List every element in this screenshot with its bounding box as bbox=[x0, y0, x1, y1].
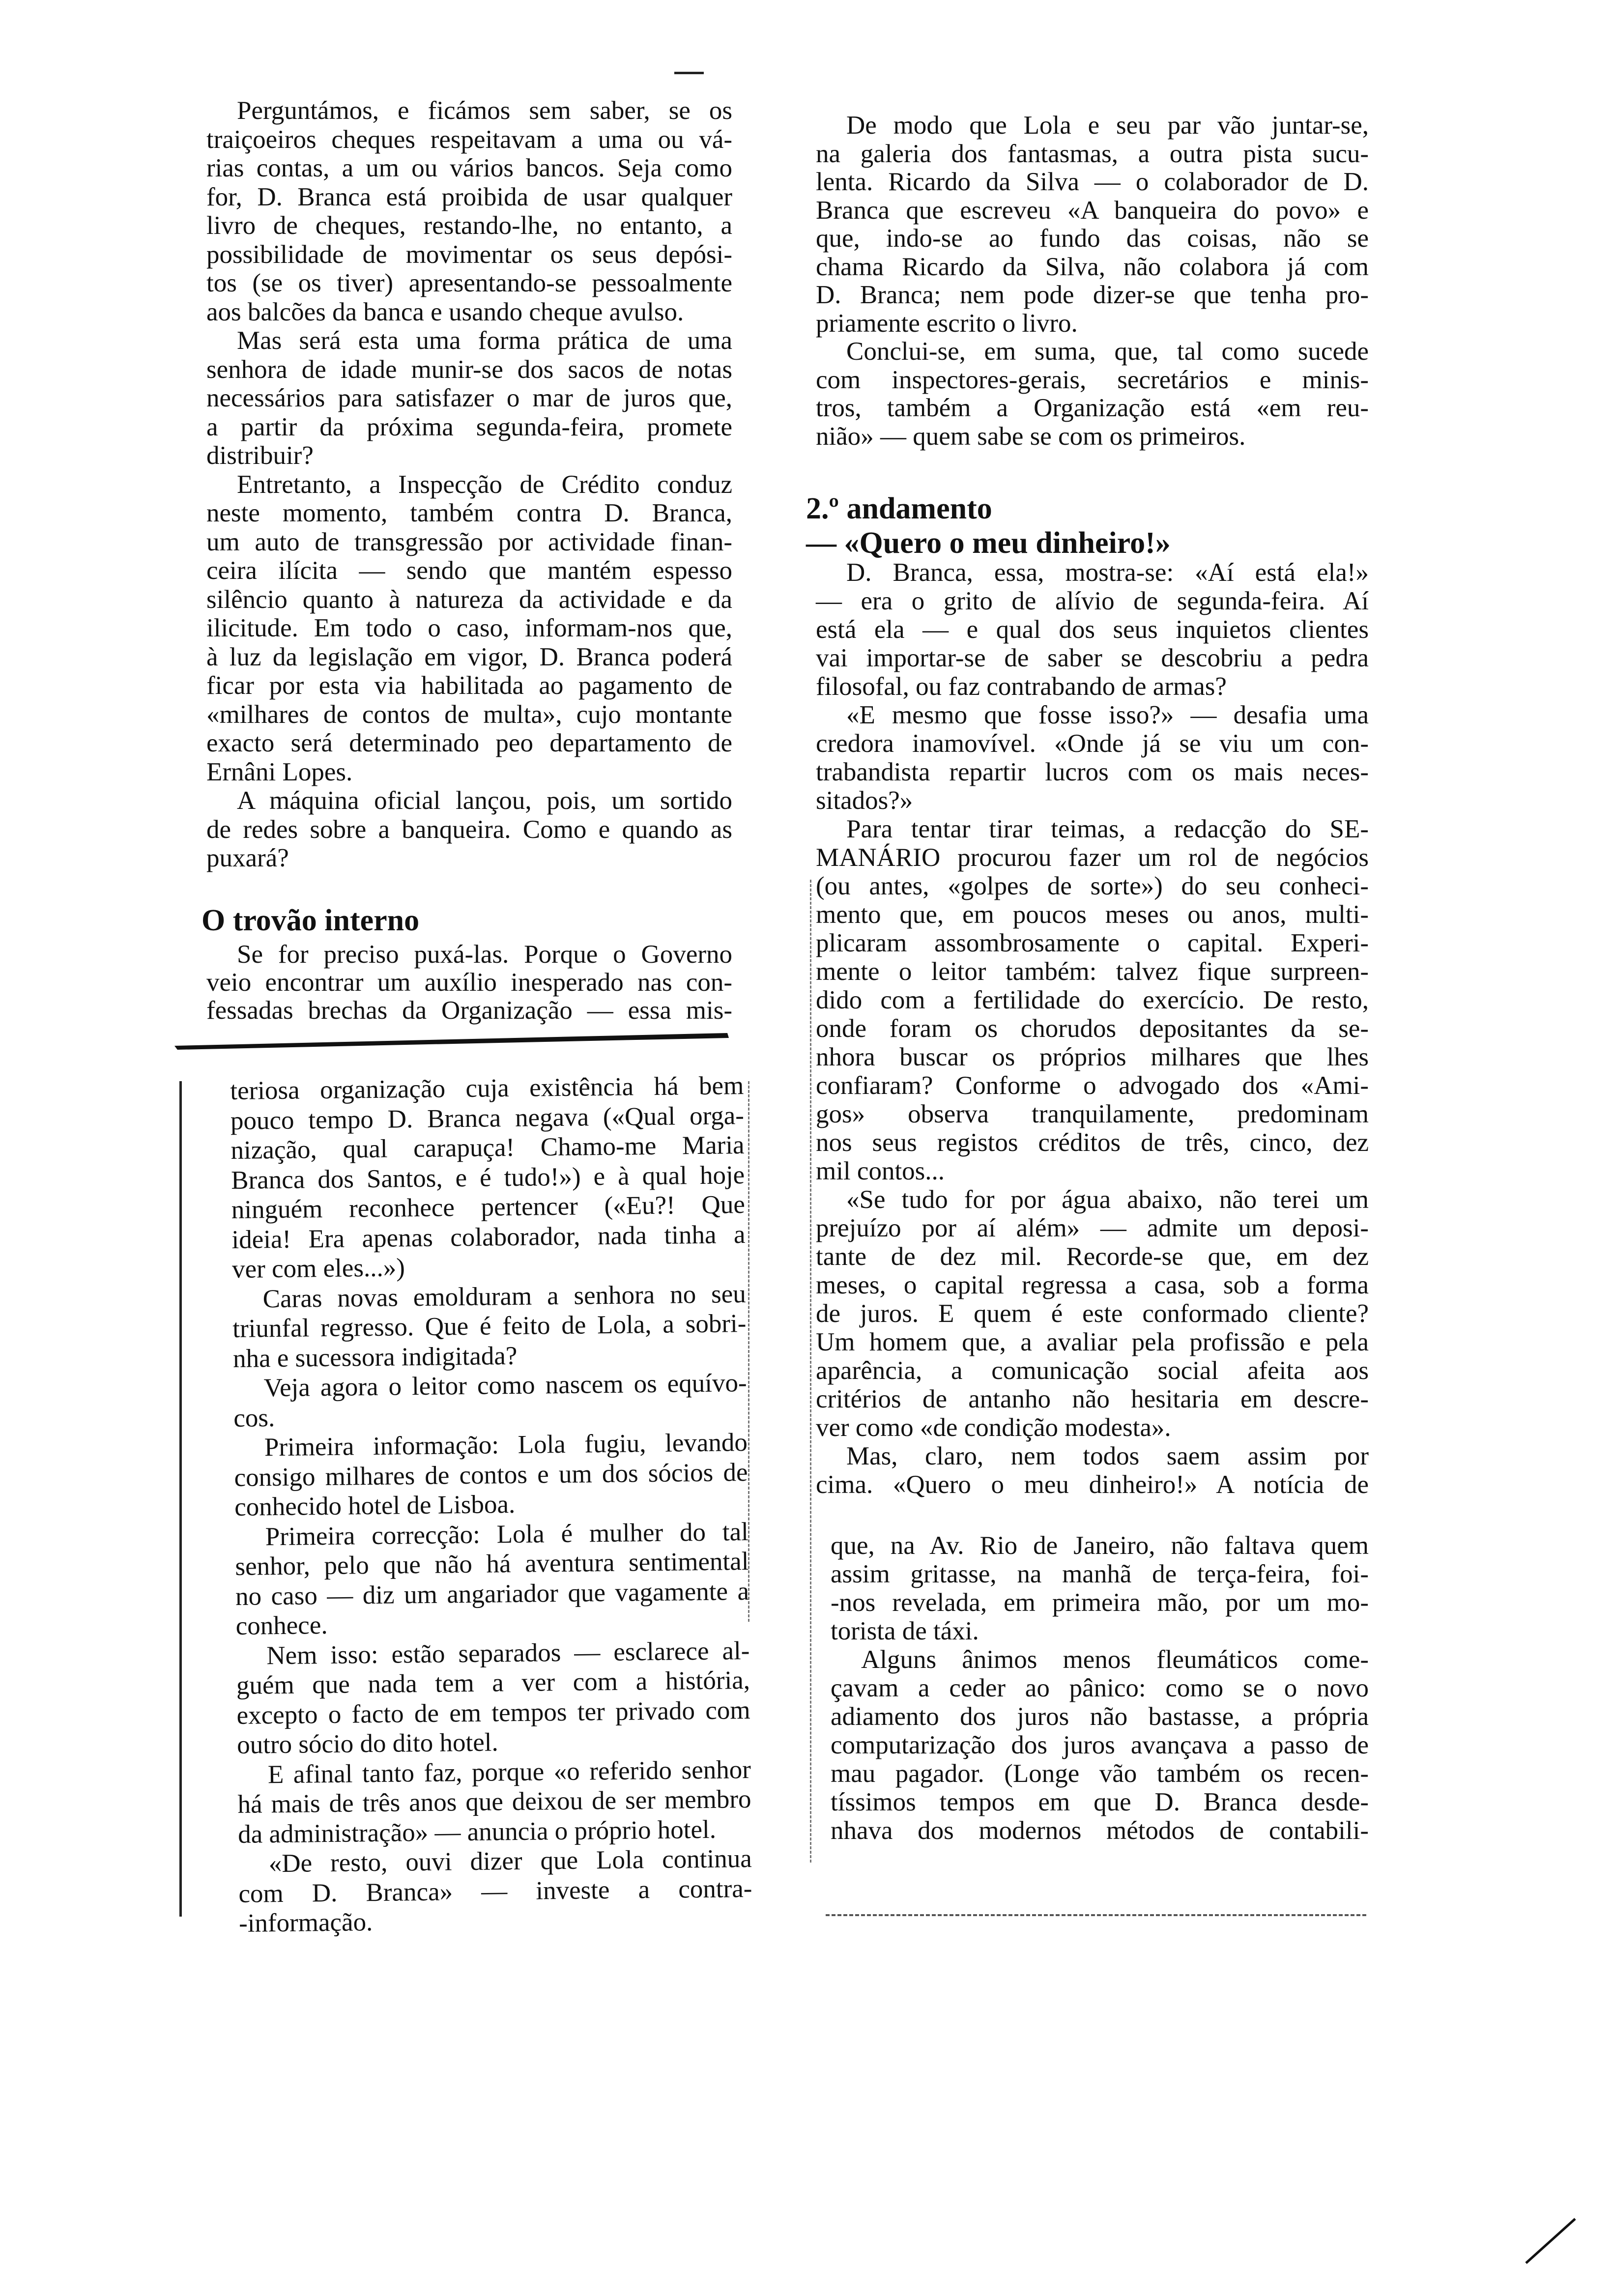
text-line: ceira ilícita — sendo que mantém espesso bbox=[206, 556, 732, 585]
text-line: silêncio quanto à natureza da actividade e da bbox=[206, 585, 732, 614]
text-line: traiçoeiros cheques respeitavam a uma ou vá- bbox=[206, 125, 732, 154]
text-line: D. Branca; nem pode dizer-se que tenha pro- bbox=[816, 281, 1369, 309]
text-line: for, D. Branca está proibida de usar qualquer bbox=[206, 182, 732, 211]
left-column-section-text bbox=[206, 940, 732, 1024]
right-column-bottom-text bbox=[831, 1531, 1369, 1844]
left-column-top-text bbox=[206, 96, 732, 872]
text-line: aos balcões da banca e usando cheque avulso. bbox=[206, 297, 684, 326]
text-line: tante de dez mil. Recorde-se que, em dez bbox=[816, 1242, 1369, 1271]
section-subheading-quero-dinheiro: — «Quero o meu dinheiro!» bbox=[806, 526, 1171, 560]
left-column-bottom-text bbox=[230, 1071, 752, 1938]
text-line: «milhares de contos de multa», cujo montante bbox=[206, 700, 732, 729]
text-line: çavam a ceder ao pânico: como se o novo bbox=[831, 1674, 1369, 1702]
text-line: Conclui-se, em suma, que, tal como sucede bbox=[846, 337, 1369, 366]
text-line: prejuízo por aí além» — admite um deposi- bbox=[816, 1214, 1369, 1242]
text-line: Entretanto, a Inspecção de Crédito conduz bbox=[237, 470, 732, 499]
text-line: A máquina oficial lançou, pois, um sortido bbox=[237, 786, 732, 815]
text-line: Mas, claro, nem todos saem assim por bbox=[846, 1442, 1369, 1470]
text-line: Se for preciso puxá-las. Porque o Governo bbox=[237, 940, 732, 969]
clipping-edge-bar bbox=[179, 1081, 182, 1917]
text-line: de redes sobre a banqueira. Como e quando as bbox=[206, 815, 732, 844]
text-line: nos seus registos créditos de três, cinco, dez bbox=[816, 1128, 1369, 1157]
text-line: tíssimos tempos em que D. Branca desde- bbox=[831, 1788, 1369, 1816]
text-line: «De resto, ouvi dizer que Lola continua bbox=[268, 1844, 752, 1878]
text-line: que, na Av. Rio de Janeiro, não faltava quem bbox=[831, 1531, 1369, 1560]
text-line: confiaram? Conforme o advogado dos «Ami- bbox=[816, 1071, 1369, 1100]
column-cut-line-right bbox=[810, 880, 811, 1863]
text-line: Caras novas emolduram a senhora no seu bbox=[262, 1279, 746, 1313]
text-line: está ela — e qual dos seus inquietos clientes bbox=[816, 615, 1369, 644]
text-line: aparência, a comunicação social afeita aos bbox=[816, 1356, 1369, 1385]
text-line: — era o grito de alívio de segunda-feira. Aí bbox=[816, 587, 1369, 615]
text-line: -informação. bbox=[238, 1908, 373, 1938]
text-line: ficar por esta via habilitada ao pagamento de bbox=[206, 671, 732, 700]
text-line: «E mesmo que fosse isso?» — desafia uma bbox=[846, 701, 1369, 729]
scan-slash-mark bbox=[1524, 2216, 1578, 2266]
text-line: trabandista repartir lucros com os mais neces- bbox=[816, 758, 1369, 786]
text-line: na galeria dos fantasmas, a outra pista sucu- bbox=[816, 139, 1369, 168]
text-line: (ou antes, «golpes de sorte») do seu conheci- bbox=[816, 872, 1369, 900]
text-line: senhora de idade munir-se dos sacos de notas bbox=[206, 355, 732, 384]
text-line: vai importar-se de saber se descobriu a pedra bbox=[816, 644, 1369, 672]
text-line: credora inamovível. «Onde já se viu um con- bbox=[816, 729, 1369, 758]
text-line: sitados?» bbox=[816, 786, 913, 815]
text-line: triunfal regresso. Que é feito de Lola, a sobri- bbox=[232, 1309, 747, 1343]
text-line: necessários para satisfazer o mar de juros que, bbox=[206, 384, 732, 412]
text-line: teriosa organização cuja existência há bem bbox=[230, 1071, 744, 1105]
text-line: nha e sucessora indigitada? bbox=[232, 1341, 518, 1373]
text-line: ilicitude. Em todo o caso, informam-nos que, bbox=[206, 614, 732, 642]
text-line: à luz da legislação em vigor, D. Branca poderá bbox=[206, 642, 732, 671]
text-line: meses, o capital regressa a casa, sob a forma bbox=[816, 1271, 1369, 1299]
text-line: Perguntámos, e ficámos sem saber, se os bbox=[237, 96, 732, 125]
text-line: a partir da próxima segunda-feira, promete bbox=[206, 412, 732, 441]
text-line: Primeira informação: Lola fugiu, levando bbox=[264, 1428, 748, 1462]
text-line: nião» — quem sabe se com os primeiros. bbox=[816, 422, 1246, 451]
text-line: rias contas, a um ou vários bancos. Seja como bbox=[206, 154, 732, 182]
section-heading-andamento: 2.º andamento bbox=[806, 492, 992, 525]
text-line: filosofal, ou faz contrabando de armas? bbox=[816, 672, 1227, 701]
text-line: Mas será esta uma forma prática de uma bbox=[237, 326, 732, 355]
text-line: neste momento, também contra D. Branca, bbox=[206, 499, 732, 527]
section-heading-trovao-interno: O trovão interno bbox=[202, 904, 420, 937]
text-line: puxará? bbox=[206, 844, 289, 872]
text-line: que, indo-se ao fundo das coisas, não se bbox=[816, 224, 1369, 253]
text-line: Ernâni Lopes. bbox=[206, 757, 353, 786]
text-line: ver como «de condição modesta». bbox=[816, 1413, 1171, 1442]
text-line: tos (se os tiver) apresentando-se pessoalmente bbox=[206, 269, 732, 297]
text-line: distribuir? bbox=[206, 441, 314, 470]
text-line: critérios de antanho não hesitaria em descre- bbox=[816, 1385, 1369, 1413]
text-line: com D. Branca» — investe a contra- bbox=[238, 1874, 752, 1908]
text-line: pouco tempo D. Branca negava («Qual orga- bbox=[230, 1101, 745, 1135]
text-line: onde foram os chorudos depositantes da se- bbox=[816, 1014, 1369, 1043]
text-line: Veja agora o leitor como nascem os equívo- bbox=[263, 1369, 747, 1403]
text-line: gos» observa tranquilamente, predominam bbox=[816, 1100, 1369, 1128]
text-line: Branca que escreveu «A banqueira do povo» e bbox=[816, 196, 1369, 225]
text-line: conhece. bbox=[235, 1610, 328, 1640]
text-line: adiamento dos juros não bastasse, a própria bbox=[831, 1702, 1369, 1731]
text-line: chama Ricardo da Silva, não colabora já com bbox=[816, 252, 1369, 281]
column-divider-rule bbox=[174, 1031, 730, 1051]
text-line: Branca dos Santos, e é tudo!») e à qual hoje bbox=[230, 1160, 745, 1195]
text-line: mil contos... bbox=[816, 1157, 945, 1185]
text-line: MANÁRIO procurou fazer um rol de negócios bbox=[816, 843, 1369, 872]
scan-mark-dash bbox=[674, 72, 704, 74]
text-line: outro sócio do dito hotel. bbox=[236, 1728, 498, 1759]
text-line: possibilidade de movimentar os seus depósi- bbox=[206, 240, 732, 269]
text-line: mau pagador. (Longe vão também os recen- bbox=[831, 1759, 1369, 1788]
text-line: De modo que Lola e seu par vão juntar-se, bbox=[846, 111, 1369, 140]
text-line: assim gritasse, na manhã de terça-feira, foi- bbox=[831, 1560, 1369, 1588]
text-line: da administração» — anuncia o próprio hotel. bbox=[237, 1815, 717, 1849]
text-line: dido com a fertilidade do exercício. De resto, bbox=[816, 986, 1369, 1014]
text-line: exacto será determinado peo departamento de bbox=[206, 729, 732, 757]
text-line: -nos revelada, em primeira mão, por um mo- bbox=[831, 1588, 1369, 1617]
text-line: Nem isso: estão separados — esclarece al- bbox=[266, 1636, 750, 1670]
text-line: E afinal tanto faz, porque «o referido senhor bbox=[267, 1755, 751, 1789]
text-line: excepto o facto de em tempos ter privado com bbox=[236, 1695, 750, 1730]
text-line: de juros. E quem é este conformado cliente? bbox=[816, 1299, 1369, 1328]
text-line: conhecido hotel de Lisboa. bbox=[234, 1490, 516, 1521]
text-line: com inspectores-gerais, secretários e minis- bbox=[816, 365, 1369, 394]
text-line: cima. «Quero o meu dinheiro!» A notícia de bbox=[816, 1470, 1369, 1499]
text-line: torista de táxi. bbox=[831, 1617, 979, 1645]
text-line: veio encontrar um auxílio inesperado nas con- bbox=[206, 968, 732, 997]
text-line: guém que nada tem a ver com a história, bbox=[236, 1665, 750, 1700]
text-line: ninguém reconhece pertencer («Eu?! Que bbox=[231, 1190, 746, 1224]
text-line: no caso — diz um angariador que vagamente a bbox=[235, 1577, 749, 1611]
text-line: «Se tudo for por água abaixo, não terei um bbox=[846, 1185, 1369, 1214]
text-line: mento que, em poucos meses ou anos, multi- bbox=[816, 900, 1369, 929]
text-line: senhor, pelo que não há aventura sentimental bbox=[235, 1547, 749, 1581]
text-line: Alguns ânimos menos fleumáticos come- bbox=[861, 1645, 1369, 1674]
text-line: D. Branca, essa, mostra-se: «Aí está ela!» bbox=[846, 558, 1369, 587]
text-line: há mais de três anos que deixou de ser membro bbox=[237, 1784, 751, 1819]
text-line: plicaram assombrosamente o capital. Experi- bbox=[816, 929, 1369, 957]
text-line: lenta. Ricardo da Silva — o colaborador de D. bbox=[816, 168, 1369, 196]
text-line: priamente escrito o livro. bbox=[816, 309, 1078, 338]
right-column-middle-text bbox=[816, 558, 1369, 1498]
text-line: Para tentar tirar teimas, a redacção do SE- bbox=[846, 815, 1369, 843]
text-line: ver com eles...») bbox=[231, 1253, 405, 1284]
text-line: consigo milhares de contos e um dos sócios de bbox=[234, 1458, 748, 1492]
text-line: nhava dos modernos métodos de contabili- bbox=[831, 1816, 1369, 1845]
text-line: ideia! Era apenas colaborador, nada tinha a bbox=[231, 1220, 746, 1254]
text-line: Primeira correcção: Lola é mulher do tal bbox=[265, 1517, 749, 1551]
text-line: cos. bbox=[233, 1403, 275, 1433]
scan-bottom-dashes bbox=[826, 1914, 1366, 1919]
right-column-top-text bbox=[816, 111, 1369, 450]
text-line: livro de cheques, restando-lhe, no entanto, a bbox=[206, 211, 732, 240]
text-line: mente o leitor também: talvez fique surpreen- bbox=[816, 957, 1369, 986]
text-line: computarização dos juros avançava a passo de bbox=[831, 1731, 1369, 1759]
text-line: um auto de transgressão por actividade finan- bbox=[206, 527, 732, 556]
text-line: nização, qual carapuça! Chamo-me Maria bbox=[230, 1131, 745, 1165]
text-line: nhora buscar os próprios milhares que lhes bbox=[816, 1043, 1369, 1071]
text-line: fessadas brechas da Organização — essa mis- bbox=[206, 996, 732, 1025]
text-line: Um homem que, a avaliar pela profissão e pela bbox=[816, 1328, 1369, 1356]
text-line: tros, também a Organização está «em reu- bbox=[816, 394, 1369, 422]
